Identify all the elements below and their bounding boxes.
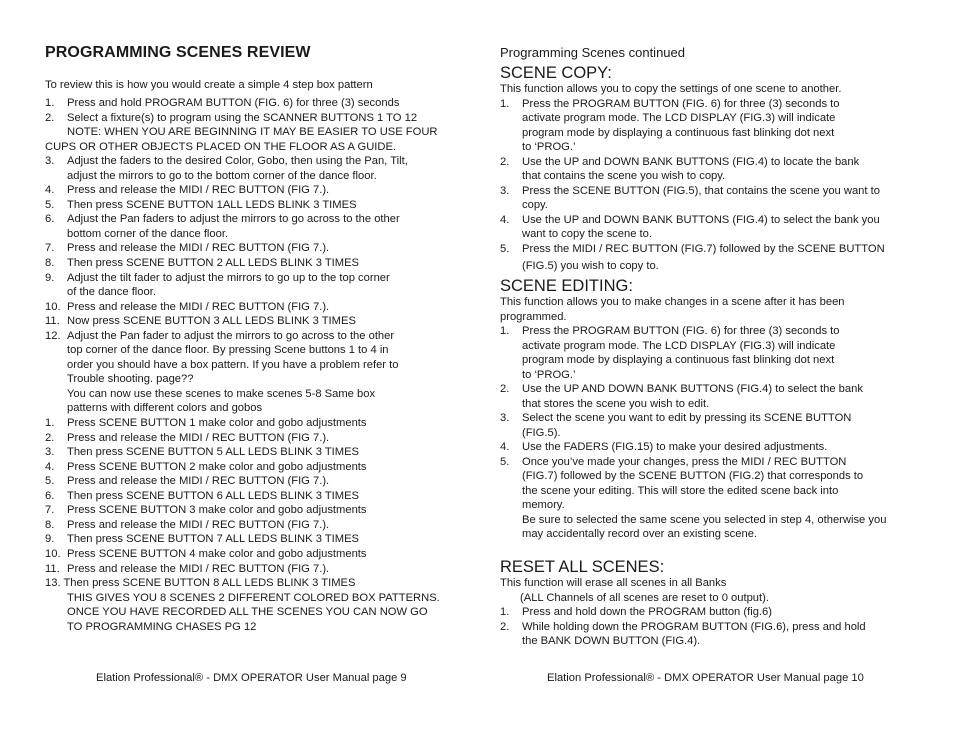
step-line bbox=[45, 96, 465, 111]
step-text: patterns with different colors and gobos bbox=[67, 402, 263, 415]
section-description: This function will erase all scenes in all Banks bbox=[500, 577, 727, 589]
intro-text: To review this is how you would create a simple 4 step box pattern bbox=[45, 79, 373, 91]
step-text: NOTE: WHEN YOU ARE BEGINNING IT MAY BE EASIER TO USE FOUR bbox=[67, 126, 438, 139]
step-text: of the dance floor. bbox=[67, 286, 156, 299]
step-line bbox=[45, 212, 465, 227]
step-text: Now press SCENE BUTTON 3 ALL LEDS BLINK 3 TIMES bbox=[67, 315, 356, 328]
step-number: 1. bbox=[45, 417, 55, 430]
step-text: Adjust the Pan faders to adjust the mirrors to go across to the other bbox=[67, 213, 400, 226]
step-number: 10. bbox=[45, 547, 61, 560]
step-line bbox=[45, 343, 465, 358]
step-line bbox=[45, 329, 465, 344]
scene-copy-steps bbox=[500, 97, 920, 257]
step-line bbox=[45, 358, 465, 373]
step-item bbox=[500, 184, 920, 213]
reset-all-steps bbox=[500, 605, 920, 649]
step-number: 1. bbox=[500, 97, 510, 110]
step-continuation: (FIG.5) you wish to copy to. bbox=[522, 260, 659, 272]
step-text: top corner of the dance floor. By pressing Scene buttons 1 to 4 in bbox=[67, 344, 389, 357]
step-text: order you should have a box pattern. If you have a problem refer to bbox=[67, 358, 399, 371]
step-number: 2. bbox=[45, 111, 55, 124]
step-text: Use the UP and DOWN BANK BUTTONS (FIG.4) to select the bank you want to copy the scene to. bbox=[522, 213, 880, 240]
step-number: 1. bbox=[500, 606, 510, 618]
step-item bbox=[500, 155, 920, 184]
step-text: Trouble shooting. page?? bbox=[67, 373, 194, 386]
step-text: Press and hold down the PROGRAM button (fig.6) bbox=[522, 606, 772, 618]
step-number: 10. bbox=[45, 300, 61, 313]
step-number: 4. bbox=[45, 184, 55, 197]
step-line bbox=[45, 227, 465, 242]
step-number: 2. bbox=[500, 383, 510, 395]
step-number: 9. bbox=[45, 533, 55, 546]
step-line bbox=[45, 474, 465, 489]
step-line bbox=[45, 445, 465, 460]
step-item bbox=[500, 382, 920, 411]
step-line bbox=[45, 562, 465, 577]
page-subtitle: Programming Scenes continued bbox=[500, 45, 685, 60]
step-text: Then press SCENE BUTTON 7 ALL LEDS BLINK 3 TIMES bbox=[67, 533, 360, 546]
step-number: 6. bbox=[45, 213, 55, 226]
step-text: Press SCENE BUTTON 3 make color and gobo adjustments bbox=[67, 504, 367, 517]
step-item bbox=[500, 213, 920, 242]
step-text: Press SCENE BUTTON 4 make color and gobo adjustments bbox=[67, 547, 367, 560]
section-heading: RESET ALL SCENES: bbox=[500, 558, 665, 576]
step-number: 5. bbox=[500, 455, 510, 468]
step-line bbox=[45, 183, 465, 198]
step-number: 8. bbox=[45, 518, 55, 531]
step-text: Press and release the MIDI / REC BUTTON (FIG 7.). bbox=[67, 184, 330, 197]
step-text: Select the scene you want to edit by pressing its SCENE BUTTON (FIG.5). bbox=[522, 412, 852, 439]
step-text: 13. Then press SCENE BUTTON 8 ALL LEDS BLINK 3 TIMES bbox=[45, 577, 356, 590]
right-page bbox=[477, 0, 954, 738]
step-item bbox=[500, 620, 920, 649]
step-number: 5. bbox=[500, 242, 510, 255]
step-number: 2. bbox=[500, 155, 510, 168]
step-text: Once you’ve made your changes, press the MIDI / REC BUTTON (FIG.7) followed by the SCENE BUTTON (FIG.2) that corresponds to the scene your editing. This will store the edited scene back into memory. Be sure to selected the same scene you selected in step 4, otherwise you may accidentally record over an existing scene. bbox=[522, 455, 887, 540]
step-line bbox=[45, 241, 465, 256]
step-line bbox=[45, 489, 465, 504]
step-item bbox=[500, 440, 920, 455]
step-number: 8. bbox=[45, 257, 55, 270]
section-description: This function allows you to copy the settings of one scene to another. bbox=[500, 83, 842, 95]
step-line bbox=[45, 372, 465, 387]
step-text: Press and release the MIDI / REC BUTTON (FIG 7.). bbox=[67, 562, 330, 575]
step-text: Press and release the MIDI / REC BUTTON (FIG 7.). bbox=[67, 518, 330, 531]
step-text: Then press SCENE BUTTON 1ALL LEDS BLINK 3 TIMES bbox=[67, 198, 357, 211]
step-text: Then press SCENE BUTTON 2 ALL LEDS BLINK 3 TIMES bbox=[67, 257, 360, 270]
step-text: THIS GIVES YOU 8 SCENES 2 DIFFERENT COLORED BOX PATTERNS. bbox=[67, 591, 440, 604]
step-text: Press SCENE BUTTON 2 make color and gobo adjustments bbox=[67, 460, 367, 473]
step-text: Adjust the faders to the desired Color, Gobo, then using the Pan, Tilt, bbox=[67, 155, 408, 168]
step-text: CUPS OR OTHER OBJECTS PLACED ON THE FLOOR AS A GUIDE. bbox=[45, 140, 397, 153]
step-item bbox=[500, 324, 920, 382]
step-line bbox=[45, 198, 465, 213]
step-item bbox=[500, 411, 920, 440]
step-text: Press and release the MIDI / REC BUTTON (FIG 7.). bbox=[67, 475, 330, 488]
step-item bbox=[500, 455, 920, 542]
step-text: bottom corner of the dance floor. bbox=[67, 227, 229, 240]
step-line bbox=[45, 300, 465, 315]
step-line bbox=[45, 576, 465, 591]
step-line bbox=[45, 154, 465, 169]
step-line bbox=[45, 460, 465, 475]
section-heading: SCENE COPY: bbox=[500, 64, 612, 82]
step-text: Then press SCENE BUTTON 5 ALL LEDS BLINK 3 TIMES bbox=[67, 446, 360, 459]
step-text: Press the PROGRAM BUTTON (FIG. 6) for three (3) seconds to activate program mode. The LCD DISPLAY (FIG.3) will indicate program mode by displaying a continuous fast blinking dot next to ‘PROG.’ bbox=[522, 325, 840, 381]
step-number: 2. bbox=[45, 431, 55, 444]
step-line bbox=[45, 518, 465, 533]
step-item bbox=[500, 97, 920, 155]
steps-list bbox=[45, 96, 465, 634]
step-line bbox=[45, 314, 465, 329]
page-title: PROGRAMMING SCENES REVIEW bbox=[45, 44, 311, 61]
step-text: Press the SCENE BUTTON (FIG.5), that contains the scene you want to copy. bbox=[522, 184, 880, 211]
step-text: Use the UP AND DOWN BANK BUTTONS (FIG.4) to select the bank that stores the scene you wish to edit. bbox=[522, 383, 863, 410]
scene-copy-section bbox=[500, 64, 920, 274]
step-line bbox=[45, 125, 465, 140]
step-line bbox=[45, 503, 465, 518]
step-line bbox=[45, 285, 465, 300]
step-number: 2. bbox=[500, 620, 510, 633]
step-number: 7. bbox=[45, 504, 55, 517]
step-text: Then press SCENE BUTTON 6 ALL LEDS BLINK 3 TIMES bbox=[67, 489, 360, 502]
step-text: Use the UP and DOWN BANK BUTTONS (FIG.4) to locate the bank that contains the scene you wish to copy. bbox=[522, 155, 860, 182]
step-text: Press and release the MIDI / REC BUTTON (FIG 7.). bbox=[67, 431, 330, 444]
step-text: Press and hold PROGRAM BUTTON (FIG. 6) for three (3) seconds bbox=[67, 97, 400, 109]
step-number: 1. bbox=[45, 97, 55, 109]
step-text: adjust the mirrors to go to the bottom corner of the dance floor. bbox=[67, 169, 377, 182]
step-line bbox=[45, 111, 465, 126]
step-line bbox=[45, 591, 465, 606]
step-number: 9. bbox=[45, 271, 55, 284]
step-number: 5. bbox=[45, 475, 55, 488]
step-number: 7. bbox=[45, 242, 55, 255]
step-text: TO PROGRAMMING CHASES PG 12 bbox=[67, 620, 257, 633]
step-line bbox=[45, 387, 465, 402]
scene-editing-section bbox=[500, 277, 920, 542]
section-heading: SCENE EDITING: bbox=[500, 277, 633, 295]
step-line bbox=[45, 547, 465, 562]
step-number: 3. bbox=[500, 184, 510, 197]
step-text: Use the FADERS (FIG.15) to make your desired adjustments. bbox=[522, 441, 828, 453]
step-number: 12. bbox=[45, 329, 61, 342]
reset-all-section bbox=[500, 558, 920, 649]
section-description: This function allows you to make changes in a scene after it has been programmed. bbox=[500, 296, 845, 323]
step-text: You can now use these scenes to make scenes 5-8 Same box bbox=[67, 387, 376, 400]
scene-editing-steps bbox=[500, 324, 920, 542]
step-number: 5. bbox=[45, 198, 55, 211]
step-number: 3. bbox=[45, 155, 55, 168]
step-number: 3. bbox=[500, 412, 510, 424]
step-line bbox=[45, 416, 465, 431]
step-line bbox=[45, 140, 465, 155]
step-line bbox=[45, 431, 465, 446]
step-text: Press SCENE BUTTON 1 make color and gobo adjustments bbox=[67, 417, 367, 430]
step-text: Press and release the MIDI / REC BUTTON (FIG 7.). bbox=[67, 242, 330, 255]
step-line bbox=[45, 605, 465, 620]
step-text: Adjust the tilt fader to adjust the mirrors to go up to the top corner bbox=[67, 271, 390, 284]
step-item bbox=[500, 605, 920, 620]
step-text: Press the MIDI / REC BUTTON (FIG.7) followed by the SCENE BUTTON bbox=[522, 242, 885, 255]
step-text: Press the PROGRAM BUTTON (FIG. 6) for three (3) seconds to activate program mode. The LCD DISPLAY (FIG.3) will indicate program mode by displaying a continuous fast blinking dot next to ‘PROG.’ bbox=[522, 97, 840, 153]
step-text: Adjust the Pan fader to adjust the mirrors to go across to the other bbox=[67, 329, 395, 342]
section-description-note: (ALL Channels of all scenes are reset to 0 output). bbox=[520, 591, 769, 604]
step-line bbox=[45, 169, 465, 184]
step-number: 6. bbox=[45, 489, 55, 502]
step-text: Select a fixture(s) to program using the SCANNER BUTTONS 1 TO 12 bbox=[67, 111, 418, 124]
step-number: 4. bbox=[500, 441, 510, 453]
step-text: While holding down the PROGRAM BUTTON (FIG.6), press and hold the BANK DOWN BUTTON (FIG.4). bbox=[522, 620, 866, 647]
step-item bbox=[500, 242, 920, 257]
step-line bbox=[45, 256, 465, 271]
step-number: 4. bbox=[45, 460, 55, 473]
step-line bbox=[45, 620, 465, 635]
step-number: 3. bbox=[45, 446, 55, 459]
step-text: ONCE YOU HAVE RECORDED ALL THE SCENES YOU CAN NOW GO bbox=[67, 606, 428, 619]
step-text: Press and release the MIDI / REC BUTTON (FIG 7.). bbox=[67, 300, 330, 313]
step-number: 11. bbox=[45, 315, 60, 328]
step-line bbox=[45, 401, 465, 416]
step-line bbox=[45, 271, 465, 286]
step-line bbox=[45, 532, 465, 547]
step-number: 4. bbox=[500, 213, 510, 226]
page-footer: Elation Professional® - DMX OPERATOR User Manual page 10 bbox=[547, 672, 864, 684]
step-number: 1. bbox=[500, 325, 510, 337]
step-number: 11. bbox=[45, 562, 60, 575]
page-footer: Elation Professional® - DMX OPERATOR User Manual page 9 bbox=[96, 672, 407, 684]
